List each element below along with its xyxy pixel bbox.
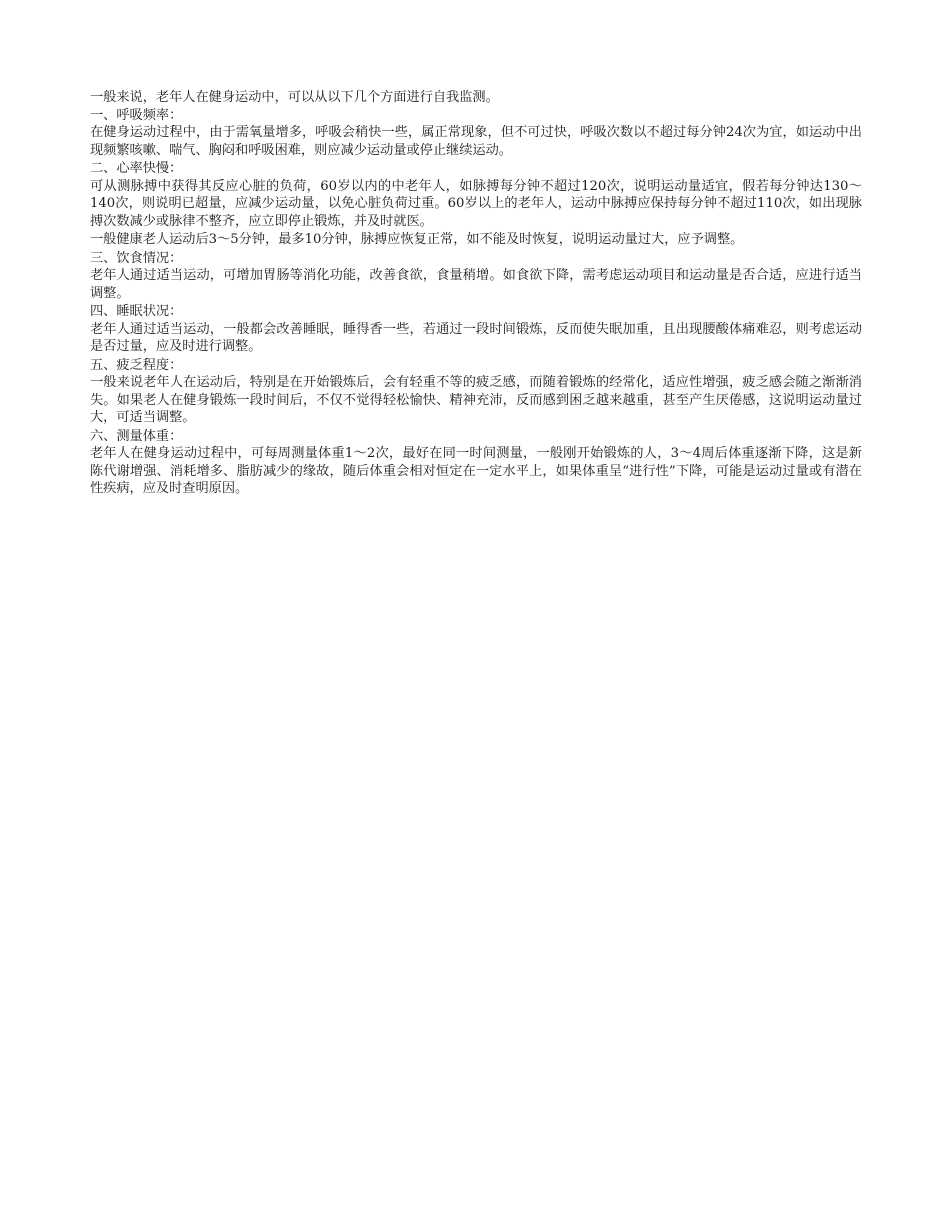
intro-paragraph: 一般来说，老年人在健身运动中，可以从以下几个方面进行自我监测。 xyxy=(90,90,499,105)
section-paragraph-heart-rate-2: 一般健康老人运动后3～5分钟，最多10分钟，脉搏应恢复正常，如不能及时恢复，说明运动量过大，应予调整。 xyxy=(90,232,744,247)
document-body xyxy=(90,89,862,499)
section-paragraph-sleep: 老年人通过适当运动，一般都会改善睡眠，睡得香一些，若通过一段时间锻炼，反而使失眠加重，且出现腰酸体痛难忍，则考虑运动是否过量，应及时进行调整。 xyxy=(90,321,862,354)
section-heading-fatigue: 五、疲乏程度： xyxy=(90,357,183,373)
section-paragraph-weight: 老年人在健身运动过程中，可每周测量体重1～2次，最好在同一时间测量，一般刚开始锻炼的人，3～4周后体重逐渐下降，这是新陈代谢增强、消耗增多、脂肪减少的缘故，随后体重会相对恒定在一定水平上，如果体重呈“进行性”下降，可能是运动过量或有潜在性疾病，应及时查明原因。 xyxy=(90,446,862,496)
section-paragraph-heart-rate-1: 可从测脉搏中获得其反应心脏的负荷，60岁以内的中老年人，如脉搏每分钟不超过120次，说明运动量适宜，假若每分钟达130～140次，则说明已超量，应减少运动量，以免心脏负荷过重。60岁以上的老年人，运动中脉搏应保持每分钟不超过110次，如出现脉搏次数减少或脉律不整齐，应立即停止锻炼，并及时就医。 xyxy=(90,178,862,229)
section-heading-heart-rate: 二、心率快慢： xyxy=(90,161,183,176)
section-heading-diet: 三、饮食情况： xyxy=(90,250,183,266)
section-heading-weight: 六、测量体重： xyxy=(90,428,183,444)
section-heading-sleep: 四、睡眠状况： xyxy=(90,304,183,319)
section-paragraph-breathing: 在健身运动过程中，由于需氧量增多，呼吸会稍快一些，属正常现象，但不可过快，呼吸次数以不超过每分钟24次为宜，如运动中出现频繁咳嗽、喘气、胸闷和呼吸困难，则应减少运动量或停止继续运动。 xyxy=(90,125,862,158)
section-paragraph-fatigue: 一般来说老年人在运动后，特别是在开始锻炼后，会有轻重不等的疲乏感，而随着锻炼的经常化，适应性增强，疲乏感会随之渐渐消失。如果老人在健身锻炼一段时间后，不仅不觉得轻松愉快、精神充沛，反而感到困乏越来越重，甚至产生厌倦感，这说明运动量过大，可适当调整。 xyxy=(90,375,862,425)
section-heading-breathing: 一、呼吸频率： xyxy=(90,107,183,123)
section-paragraph-diet: 老年人通过适当运动，可增加胃肠等消化功能，改善食欲，食量稍增。如食欲下降，需考虑运动项目和运动量是否合适，应进行适当调整。 xyxy=(90,268,862,301)
